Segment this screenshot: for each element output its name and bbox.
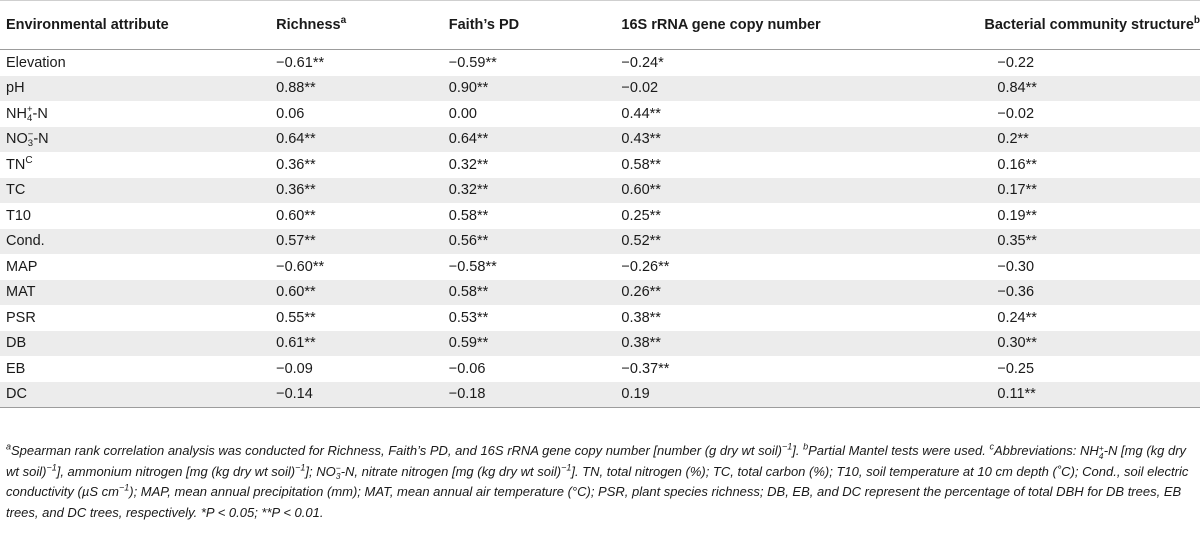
richness-cell: 0.61** <box>264 331 437 357</box>
header-faiths-pd: Faith’s PD <box>437 1 610 50</box>
richness-cell: 0.64** <box>264 127 437 153</box>
community-structure-cell: 0.30** <box>937 331 1200 357</box>
richness-cell: −0.60** <box>276 258 325 275</box>
footnote-marker-b: b <box>1193 15 1200 27</box>
table-row <box>0 152 1200 178</box>
community-structure-cell: −0.02 <box>997 105 1035 122</box>
attribute-cell: DB <box>0 331 264 357</box>
richness-cell: 0.55** <box>276 309 316 326</box>
community-structure-cell: 0.19** <box>997 207 1037 224</box>
attribute-cell: PSR <box>6 309 36 326</box>
copy-number-cell: 0.38** <box>621 309 661 326</box>
table-row <box>0 254 1200 280</box>
faiths-pd-cell: 0.90** <box>437 76 610 102</box>
table-row <box>0 280 1200 306</box>
community-structure-cell: 0.16** <box>997 156 1037 173</box>
copy-number-cell: −0.02 <box>609 76 937 102</box>
header-richness: Richness$^a$ <box>264 1 437 50</box>
faiths-pd-cell: 0.53** <box>448 309 489 326</box>
attribute-cell: EB <box>6 360 26 377</box>
copy-number-cell: 0.38** <box>609 331 937 357</box>
community-structure-cell: −0.36 <box>937 280 1200 306</box>
table-row <box>0 305 1200 331</box>
attribute-cell: DC <box>0 382 264 408</box>
table-row <box>0 356 1200 382</box>
footnote-a: Spearman rank correlation analysis was conducted for Richness, Faith’s PD, and 16S rRNA gene copy number [number (g dry wt soil) <box>11 443 782 458</box>
copy-number-cell: −0.24* <box>621 54 664 71</box>
copy-number-cell: −0.37** <box>621 360 670 377</box>
faiths-pd-cell: 0.00 <box>448 105 477 122</box>
attribute-cell: NO − 3 -N <box>0 127 264 153</box>
community-structure-cell: 0.24** <box>997 309 1037 326</box>
attribute-cell: MAT <box>0 280 264 306</box>
copy-number-cell: 0.26** <box>609 280 937 306</box>
copy-number-cell: 0.43** <box>609 127 937 153</box>
richness-cell: 0.57** <box>264 229 437 255</box>
attribute-cell: NH + 4 -N <box>6 103 48 124</box>
table-row <box>0 76 1200 102</box>
faiths-pd-cell: −0.18 <box>437 382 610 408</box>
richness-cell: 0.36** <box>276 156 316 173</box>
header-environmental-attribute: Environmental attribute <box>0 1 264 50</box>
faiths-pd-cell: 0.56** <box>437 229 610 255</box>
community-structure-cell: 0.35** <box>937 229 1200 255</box>
copy-number-cell: 0.25** <box>621 207 661 224</box>
attribute-cell: $TN^C$ <box>6 154 33 173</box>
copy-number-cell: 0.44** <box>621 105 661 122</box>
attribute-cell: pH <box>0 76 264 102</box>
richness-cell: 0.06 <box>276 105 305 122</box>
copy-number-cell: 0.58** <box>621 156 661 173</box>
attribute-cell: Cond. <box>0 229 264 255</box>
header-16s-copy-number: 16S rRNA gene copy number <box>609 1 937 50</box>
attribute-cell: TC <box>0 178 264 204</box>
faiths-pd-cell: 0.32** <box>448 156 489 173</box>
copy-number-cell: 0.52** <box>609 229 937 255</box>
faiths-pd-cell: 0.58** <box>448 207 489 224</box>
attribute-cell: MAP <box>6 258 38 275</box>
richness-cell: 0.36** <box>264 178 437 204</box>
table-row <box>0 127 1200 153</box>
header-row <box>0 1 1200 50</box>
faiths-pd-cell: 0.59** <box>437 331 610 357</box>
community-structure-cell: −0.25 <box>997 360 1035 377</box>
faiths-pd-cell: 0.64** <box>437 127 610 153</box>
table-row <box>0 178 1200 204</box>
table-footnotes: $^a$Spearman rank correlation analysis was conducted for Richness, Faith’s PD, and 16S rRNA gene copy number [number (g dry wt soil)$^{-1}$]. $^b$Partial Mantel tests were used. $^c$Abbreviations: NH + 4 -N [mg (kg dry wt soil)$^{-1}$], ammonium nitrogen [mg (kg dry wt soil)$^{-1}$]; NO − 3 -N, nitrate nitrogen [mg (kg dry wt soil)$^{-1}$]. TN, total nitrogen (%); TC, total carbon (%); T10, soil temperature at 10 cm depth (˚C); Cond., soil electric conductivity (µS $cm^{-1}$); MAP, mean annual precipitation (mm); MAT, mean annual air temperature (°C); PSR, plant species richness; DB, EB, and DC represent the percentage of total DBH for DB trees, EB trees, and DC trees, respectively. *P < 0.05; **P < 0.01. <box>6 441 1189 520</box>
table-row <box>0 50 1200 76</box>
table-row <box>0 331 1200 357</box>
community-structure-cell: 0.11** <box>937 382 1200 408</box>
attribute-cell: Elevation <box>6 54 66 71</box>
table-row <box>0 229 1200 255</box>
faiths-pd-cell: −0.59** <box>448 54 497 71</box>
footnote-marker-a: a <box>340 15 347 27</box>
community-structure-cell: 0.17** <box>937 178 1200 204</box>
table-row <box>0 101 1200 127</box>
footnote-b: Partial Mantel tests were used. <box>808 443 990 458</box>
copy-number-cell: −0.26** <box>621 258 670 275</box>
copy-number-cell: 0.60** <box>609 178 937 204</box>
community-structure-cell: 0.84** <box>937 76 1200 102</box>
richness-cell: −0.61** <box>276 54 325 71</box>
richness-cell: 0.60** <box>264 280 437 306</box>
richness-cell: 0.88** <box>264 76 437 102</box>
community-structure-cell: −0.22 <box>997 54 1035 71</box>
copy-number-cell: 0.19 <box>609 382 937 408</box>
faiths-pd-cell: −0.58** <box>448 258 497 275</box>
community-structure-cell: 0.2** <box>937 127 1200 153</box>
table-row <box>0 203 1200 229</box>
faiths-pd-cell: 0.32** <box>437 178 610 204</box>
richness-cell: −0.09 <box>276 360 313 377</box>
richness-cell: 0.60** <box>276 207 316 224</box>
faiths-pd-cell: 0.58** <box>437 280 610 306</box>
footnote-c: Abbreviations: NH <box>993 443 1099 458</box>
attribute-cell: T10 <box>6 207 31 224</box>
community-structure-cell: −0.30 <box>997 258 1035 275</box>
faiths-pd-cell: −0.06 <box>448 360 486 377</box>
richness-cell: −0.14 <box>264 382 437 408</box>
header-community-structure: Bacterial community structure$^b$ <box>937 1 1200 50</box>
table-row <box>0 382 1200 408</box>
